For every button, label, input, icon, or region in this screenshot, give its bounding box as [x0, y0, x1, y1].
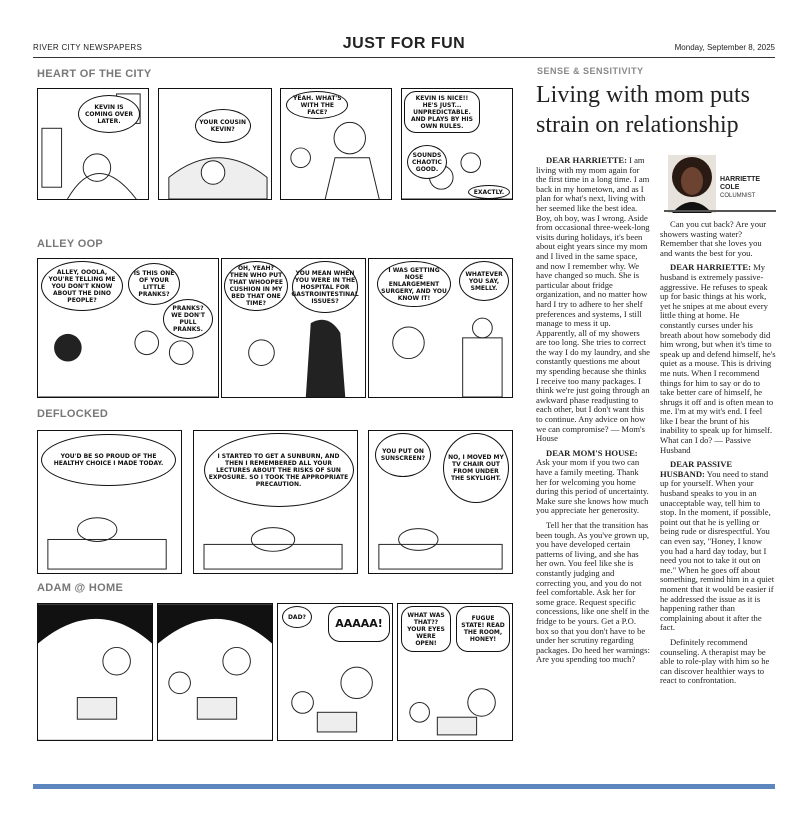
speech-bubble: YOU'D BE SO PROUD OF THE HEALTHY CHOICE I MADE TODAY. — [41, 434, 176, 486]
column-text-1 — [536, 156, 650, 670]
comic-panel — [37, 88, 149, 200]
comic-panel — [37, 258, 219, 398]
speech-bubble: EXACTLY. — [468, 185, 510, 199]
paragraph-text: Can you cut back? Are your showers wasting water? Remember that she loves you and wants the best for you. — [660, 219, 767, 258]
speech-bubble: SOUNDS CHAOTIC GOOD. — [407, 145, 447, 179]
comic-strip-heart-of-the-city — [37, 88, 513, 200]
paragraph-text: I am living with my mom again for the first time in a long time. I am back in my hometown, and as I plan for what's next, living with her seemed like the best idea. Boy, oh boy, was I wrong. Aside from occasional three-week-long visits during holidays, it's been about eight years since my mom and I lived in the same space, and now I remember why. We have changed so much. She is particular about fridge organization, and no matter how hard I try to adhere to her shelf preferences and systems, I still manage to mess it up. Apparently, all of my showers are too long. She tries to correct the way I do my laundry, and she constantly questions me about my spending because she thinks I receive too many packages. I think we're just going through an awkward phase readjusting to each other, but I don't want this to continue. Any advice on how we can compromise? — Mom's House — [536, 155, 650, 444]
comic-strip-adam-at-home — [37, 603, 513, 741]
comic-art — [159, 89, 271, 199]
letter-salutation: DEAR PASSIVE HUSBAND: — [660, 459, 733, 479]
comic-title-heart-of-the-city: HEART OF THE CITY — [37, 68, 152, 80]
comic-panel — [221, 258, 366, 398]
column-paragraph — [536, 156, 650, 444]
comic-panel — [158, 88, 272, 200]
column-paragraph — [660, 220, 776, 258]
comic-title-deflocked: DEFLOCKED — [37, 408, 109, 420]
speech-bubble: ALLEY, OOOLA, YOU'RE TELLING ME YOU DON'T KNOW ABOUT THE DINO PEOPLE? — [41, 261, 123, 311]
comic-strip-deflocked — [37, 430, 513, 574]
letter-salutation: DEAR MOM'S HOUSE: — [546, 447, 638, 458]
speech-bubble: NO, I MOVED MY TV CHAIR OUT FROM UNDER THE SKYLIGHT. — [443, 433, 509, 503]
comic-panel — [277, 603, 393, 741]
comic-panel — [397, 603, 513, 741]
speech-bubble: I STARTED TO GET A SUNBURN, AND THEN I REMEMBERED ALL YOUR LECTURES ABOUT THE RISKS OF SUN EXPOSURE. SO I TOOK THE APPROPRIATE PRECAUTION. — [204, 433, 354, 507]
comic-art — [38, 604, 152, 740]
speech-bubble: OH, YEAH? THEN WHO PUT THAT WHOOPEE CUSHION IN MY BED THAT ONE TIME? — [224, 261, 288, 311]
comic-art — [158, 604, 272, 740]
comic-panel — [193, 430, 358, 574]
masthead — [33, 35, 775, 58]
column-paragraph — [660, 460, 776, 633]
letter-salutation: DEAR HARRIETTE: — [670, 262, 751, 273]
speech-bubble: PRANKS? WE DON'T PULL PRANKS. — [163, 299, 213, 339]
issue-date: Monday, September 8, 2025 — [674, 43, 775, 52]
paragraph-text: My husband is extremely passive-aggressive. He refuses to speak up for basic things at his work, yet he snipes at me about every little thing at home. He constantly curses under his breath about how somebody did him wrong, but when it's time to speak up and defend himself, he's quiet as a mouse. This is driving me nuts. When I recommend things for him to say or do to take better care of himself, he shrugs it off and is often mean to me. I'm at my wit's end. I feel like I bear the brunt of his inability to speak up for himself. What can I do? — Passive Husband — [660, 262, 776, 455]
speech-bubble: FUGUE STATE! READ THE ROOM, HONEY! — [456, 606, 510, 652]
column-paragraph — [536, 449, 650, 516]
comic-panel — [157, 603, 273, 741]
speech-bubble: KEVIN IS NICE!! HE'S JUST... UNPREDICTABLE. AND PLAYS BY HIS OWN RULES. — [404, 91, 480, 133]
comic-panel — [280, 88, 392, 200]
speech-bubble: YEAH. WHAT'S WITH THE FACE? — [286, 91, 348, 119]
column-text-2 — [660, 220, 776, 691]
author-name: HARRIETTE COLE — [720, 176, 761, 191]
comic-title-adam-at-home: ADAM @ HOME — [37, 582, 124, 594]
comic-strip-alley-oop — [37, 258, 513, 398]
paragraph-text: Tell her that the transition has been tough. As you've grown up, you have developed certain patterns of living, and she has her own. You feel like she is constantly judging and correcting you, and you do not feel comfortable. Ask her for some grace. Request specific concessions, like one shelf in the fridge to be yours. Get a P.O. box so that you don't have to be under her scrutiny regarding packages. Do heed her warnings: Are you spending too much? — [536, 519, 650, 665]
column-headline: Living with mom puts strain on relationship — [536, 82, 751, 138]
speech-bubble: DAD? — [282, 606, 312, 628]
comic-panel — [368, 258, 513, 398]
speech-bubble: IS THIS ONE OF YOUR LITTLE PRANKS? — [128, 263, 180, 305]
speech-bubble: YOUR COUSIN KEVIN? — [195, 109, 251, 143]
speech-bubble: KEVIN IS COMING OVER LATER. — [78, 95, 140, 133]
comic-panel — [368, 430, 513, 574]
column-paragraph — [660, 263, 776, 455]
publisher-name: RIVER CITY NEWSPAPERS — [33, 43, 143, 52]
column-paragraph — [536, 521, 650, 665]
speech-bubble: AAAAA! — [328, 606, 390, 642]
comic-panel — [401, 88, 513, 200]
speech-bubble: WHAT WAS THAT?? YOUR EYES WERE OPEN! — [401, 606, 451, 652]
column-section-label: SENSE & SENSITIVITY — [537, 66, 644, 76]
speech-bubble: WHATEVER YOU SAY, SMELLY. — [459, 261, 509, 301]
comic-title-alley-oop: ALLEY OOP — [37, 238, 104, 250]
speech-bubble: YOU MEAN WHEN YOU WERE IN THE HOSPITAL FOR GASTROINTESTINAL ISSUES? — [292, 261, 358, 313]
bottom-rule — [33, 784, 775, 789]
section-title: JUST FOR FUN — [342, 35, 466, 52]
speech-bubble: YOU PUT ON SUNSCREEN? — [375, 433, 431, 477]
comic-panel — [37, 603, 153, 741]
author-role: COLUMNIST — [720, 193, 756, 199]
letter-salutation: DEAR HARRIETTE: — [546, 155, 627, 165]
paragraph-text: Ask your mom if you two can have a family meeting. Thank her for welcoming you home during this period of uncertainty. Make sure she knows how much you appreciate her generosity. — [536, 457, 649, 516]
speech-bubble: I WAS GETTING NOSE ENLARGEMENT SURGERY, AND YOU KNOW IT! — [377, 261, 451, 307]
column-paragraph — [660, 638, 776, 686]
author-photo — [668, 155, 716, 213]
comic-panel — [37, 430, 182, 574]
paragraph-text: Definitely recommend counseling. A therapist may be able to role-play with him so he can discover healthier ways to react to confrontation. — [660, 636, 770, 686]
paragraph-text: You need to stand up for yourself. When your husband speaks to you in an unacceptable way, tell him to stop. In the moment, if possible, point out that he is yelling or being rude or disrespectful. You can even say, "Honey, I know you had a hard day today, but I need you not to take it out on me." When he goes off about something, remind him in a quiet moment that it would be easier if he addressed the issue as it is happening rather than complaining about it after the fact. — [660, 468, 775, 633]
byline-divider — [664, 210, 776, 212]
